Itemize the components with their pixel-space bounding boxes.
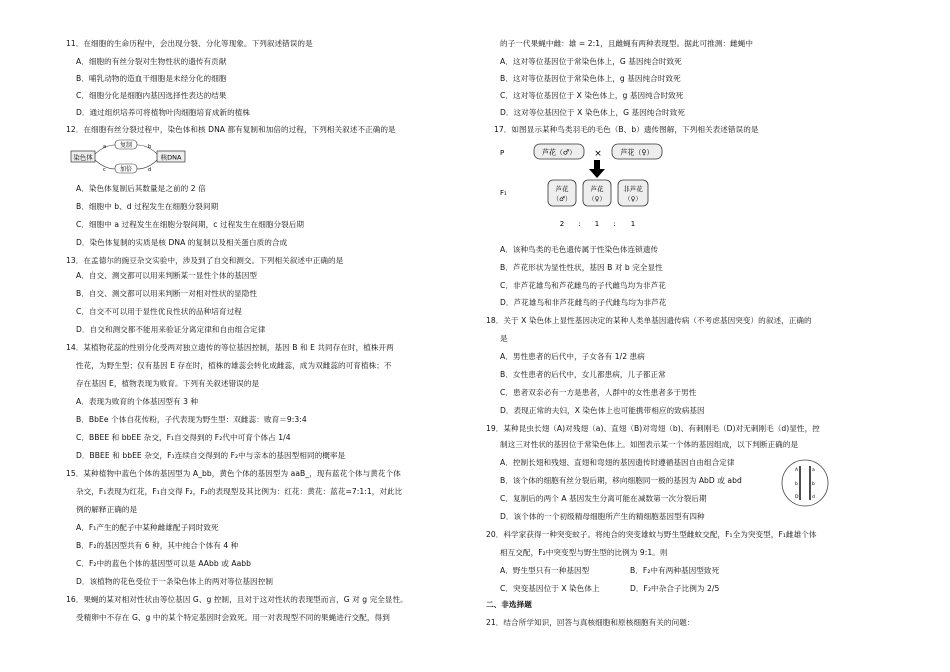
q16-stem-cont: 的子一代果蝇中雌：雄 = 2:1，且雌蝇有两种表现型。据此可推测：雌蝇中 [500,39,754,48]
gene-D: D [795,495,799,500]
f1-1-name: 芦花 [555,185,569,193]
q19-option-c: C．复制后的两个 A 基因发生分离可能在减数第一次分裂后期 [500,494,707,503]
down-arrow-icon [589,169,605,178]
q19-stem-line1: 19．某种昆虫长翅（A)对残翅（a)、直翅（B)对弯翅（b)、有刺刚毛（D)对无刺刚毛（d)显性，控 [486,424,820,433]
q12-stem: 12．在细胞有丝分裂过程中，染色体和核 DNA 都有复制和加倍的过程，下列相关叙述不正确的是 [66,125,396,134]
q11-stem: 11．在细胞的生命历程中，会出现分裂、分化等现象。下列叙述错误的是 [66,39,313,48]
q15-option-c: C．F₂中的蓝色个体的基因型可以是 AAbb 或 Aabb [76,559,252,568]
q14-stem-line2: 性花，为野生型；仅有基因 E 存在时，植株的雄蕊会转化成雌蕊，成为双雌蕊的可育植株；不 [76,361,392,370]
q18-option-a: A．男性患者的后代中，子女各有 1/2 患病 [500,352,645,361]
f1-3-ratio: 1 [630,220,636,228]
q15-stem-line3: 例的解释正确的是 [76,505,138,514]
q20-stem-line2: 相互交配，F₂中突变型与野生型的比例为 9:1。则 [500,548,668,557]
cross-symbol: × [594,149,602,159]
f1-3-name: 非芦花 [623,185,643,193]
gene-a: a [812,468,815,473]
q19-option-a: A．控制长翅和残翅、直翅和弯翅的基因遗传时遵循基因自由组合定律 [500,458,735,467]
q19-cell-diagram [780,458,830,508]
arrow-shaft [594,160,600,169]
q14-stem-line1: 14．某植物花蕊的性别分化受两对独立遗传的等位基因控制，基因 B 和 E 共同存在时，植株开两 [66,343,394,352]
q15-option-d: D．该植物的花色受位于一条染色体上的两对等位基因控制 [76,577,273,586]
cell-membrane [782,460,828,506]
q12-option-d: D．染色体复制的实质是核 DNA 的复制以及相关蛋白质的合成 [76,238,288,247]
q18-stem-line1: 18．关于 X 染色体上显性基因决定的某种人类单基因遗传病（不考虑基因突变）的叙述，正确的 [486,316,812,325]
ratio-sep-1: : [578,220,581,228]
q11-option-b: B．哺乳动物的造血干细胞是未经分化的细胞 [76,74,227,83]
q20-stem-line1: 20．科学家获得一种突变蚊子。将纯合的突变雄蚊与野生型雌蚊交配，F₁全为突变型，F₁雌雄个体 [486,530,817,539]
arc-b [137,145,157,154]
q15-stem-line2: 杂交，F₁表现为红花，F₁自交得 F₂，F₂的表现型及其比例为：红花：黄花：蓝花=7:1:1，对此比 [76,487,403,496]
q13-stem: 13．在孟德尔的豌豆杂交实验中，涉及到了自交和测交。下列相关叙述中正确的是 [66,256,344,265]
p-female-label: 芦花（♀） [620,148,654,157]
q20-option-d: D．F₂中杂合子比例为 2/5 [630,584,720,593]
q12-process-diagram [70,139,190,175]
q21-stem: 21．结合所学知识，回答与真核细胞和原核细胞有关的问题： [486,618,695,627]
q19-stem-line2: 制这三对性状的基因位于常染色体上。如图表示某一个体的基因组成，以下判断正确的是 [500,440,799,449]
q18-option-d: D．表现正常的夫妇，X 染色体上也可能携带相应的致病基因 [500,406,705,415]
q11-option-a: A．细胞的有丝分裂对生物性状的遗传有贡献 [76,57,227,66]
f1-2-ratio: 1 [594,220,600,228]
gene-A: A [795,468,799,473]
q15-option-a: A．F₁产生的配子中某种雌雄配子同时致死 [76,523,219,532]
replicate-label: 复制 [119,142,133,149]
q14-option-c: C．BBEE 和 bbEE 杂交，F₁自交得到的 F₂代中可育个体占 1/4 [76,433,291,442]
q16-stem-line2: 受精卵中不存在 G、g 中的某个特定基因时会致死。用一对表现型不同的果蝇进行交配，得到 [76,613,390,622]
q20-option-c: C．突变基因位于 X 染色体上 [500,584,600,593]
f1-3-sex: （♀） [624,195,642,203]
arc-a-label: a [103,144,107,150]
q14-option-a: A．表现为败育的个体基因型有 3 种 [76,397,199,406]
q14-option-d: D．BBEE 和 bbEE 杂交，F₁连续自交得到的 F₂中与亲本的基因型相同的概率是 [76,451,346,460]
q17-option-b: B．芦花形状为显性性状，基因 B 对 b 完全显性 [500,263,663,272]
f1-1-ratio: 2 [559,220,565,228]
q17-option-a: A．该种鸟类的毛色遗传属于性染色体连锁遗传 [500,245,659,254]
arc-b-label: b [148,144,152,150]
arc-d [137,160,157,169]
section-2-heading: 二、非选择题 [486,600,532,609]
q18-option-c: C．患者双亲必有一方是患者，人群中的女性患者多于男性 [500,388,697,397]
chromosome-label: 染色体 [73,153,93,162]
q16-option-a: A．这对等位基因位于常染色体上，G 基因纯合时致死 [500,57,682,66]
q19-option-d: D．该个体的一个初级精母细胞所产生的精细胞基因型有四种 [500,512,705,521]
gene-b1: b [795,482,798,487]
q17-stem: 17．如图显示某种鸟类羽毛的毛色（B、b）遗传图解，下列相关表述错误的是 [494,125,759,134]
q12-option-c: C．细胞中 a 过程发生在细胞分裂间期，c 过程发生在细胞分裂后期 [76,220,305,229]
p-male-label: 芦花（♂） [541,148,577,157]
double-label: 加倍 [119,166,133,173]
q11-option-c: C．细胞分化是细胞内基因选择性表达的结果 [76,91,227,100]
q13-option-d: D．自交和测交都不能用来验证分离定律和自由组合定律 [76,325,266,334]
q15-stem-line1: 15．某种植物中蓝色个体的基因型为 A_bb，黄色个体的基因型为 aaB_，现有蓝花个体与黄花个体 [66,469,401,478]
q11-option-d: D．通过组织培养可将植物叶肉细胞培育成新的植株 [76,108,251,117]
nuclear-dna-label: 核DNA [160,153,182,162]
f1-generation-label: F₁ [500,189,507,197]
q18-option-b: B．女性患者的后代中，女儿都患病，儿子都正常 [500,370,666,379]
q17-pedigree-diagram [494,138,694,234]
q13-option-a: A．自交、测交都可以用来判断某一显性个体的基因型 [76,271,258,280]
q12-option-a: A．染色体复制后其数量是之前的 2 倍 [76,184,206,193]
q14-option-b: B．BbEe 个体自花传粉，子代表现为野生型：双雌蕊：败育＝9:3:4 [76,415,307,424]
q14-stem-line3: 存在基因 E，植物表现为败育。下列有关叙述错误的是 [76,379,260,388]
q12-option-b: B．细胞中 b、d 过程发生在细胞分裂间期 [76,202,219,211]
p-generation-label: P [500,149,505,157]
q16-option-d: D．这对等位基因位于 X 染色体上，G 基因纯合时致死 [500,108,685,117]
q19-option-b: B．该个体的细胞有丝分裂后期，移向细胞同一极的基因为 AbD 或 abd [500,476,742,485]
q20-option-b: B．F₂中有两种基因型致死 [630,566,720,575]
q16-option-b: B．这对等位基因位于常染色体上，g 基因纯合时致死 [500,74,681,83]
q16-stem-line1: 16．果蝇的某对相对性状由等位基因 G、g 控制，且对于这对性状的表现型而言，G 对 g 完全显性。 [66,595,408,604]
f1-2-name: 芦花 [590,185,604,193]
q18-stem-line2: 是 [500,334,508,343]
q16-option-c: C．这对等位基因位于 X 染色体上，g 基因纯合时致死 [500,91,684,100]
arc-d-label: d [148,167,152,173]
f1-2-sex: （♀） [588,195,606,203]
f1-offspring-3 [618,180,648,206]
ratio-sep-2: : [613,220,616,228]
q17-option-c: C．非芦花雄鸟和芦花雌鸟的子代雌鸟均为非芦花 [500,281,666,290]
q13-option-b: B．自交、测交都可以用来判断一对相对性状的显隐性 [76,289,258,298]
q20-option-a: A．野生型只有一种基因型 [500,566,590,575]
gene-d: d [812,495,815,500]
f1-offspring-1 [548,180,576,206]
q13-option-c: C．自交不可以用于显性优良性状的品种培育过程 [76,307,242,316]
f1-1-sex: （♂） [552,195,572,203]
arc-c-label: c [103,167,106,173]
q17-option-d: D．芦花雄鸟和非芦花雌鸟的子代雌鸟均为非芦花 [500,298,667,307]
gene-b2: b [812,482,815,487]
f1-offspring-2 [583,180,611,206]
q15-option-b: B．F₂的基因型共有 6 种，其中纯合个体有 4 种 [76,541,239,550]
